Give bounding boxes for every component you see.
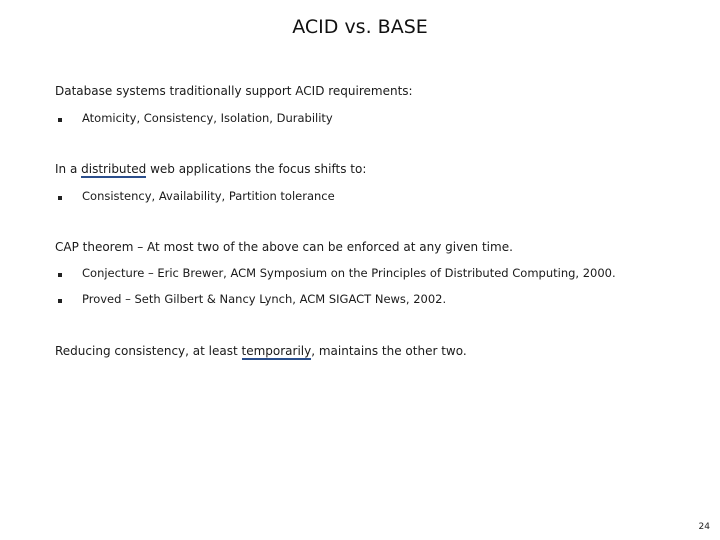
bullet-acid [58, 111, 333, 125]
cap-theorem-paragraph: CAP theorem – At most two of the above can be enforced at any given time. [55, 240, 513, 254]
bullet-text: Conjecture – Eric Brewer, ACM Symposium on the Principles of Distributed Computing, 2000. [82, 266, 616, 280]
intro-paragraph: Database systems traditionally support ACID requirements: [55, 84, 413, 98]
temporarily-underlined: temporarily [241, 344, 312, 358]
bullet-text: Proved – Seth Gilbert & Nancy Lynch, ACM SIGACT News, 2002. [82, 292, 447, 306]
slide-title: ACID vs. BASE [292, 16, 428, 38]
paragraph-text: Reducing consistency, at least [55, 344, 242, 358]
bullet-marker [58, 299, 62, 303]
bullet-proved [58, 292, 446, 306]
bullet-conjecture [58, 266, 616, 280]
paragraph-text: web applications the focus shifts to: [146, 162, 367, 176]
bullet-marker [58, 118, 62, 122]
bullet-marker [58, 273, 62, 277]
reducing-consistency-paragraph [55, 344, 467, 358]
distributed-paragraph [55, 162, 366, 176]
bullet-marker [58, 196, 62, 200]
bullet-text: Consistency, Availability, Partition tolerance [82, 189, 335, 203]
page-number: 24 [698, 522, 710, 532]
bullet-text: Atomicity, Consistency, Isolation, Durability [82, 111, 333, 125]
distributed-underlined: distributed [81, 162, 147, 176]
paragraph-text: In a [55, 162, 82, 176]
paragraph-text: , maintains the other two. [311, 344, 467, 358]
bullet-cap [58, 189, 335, 203]
